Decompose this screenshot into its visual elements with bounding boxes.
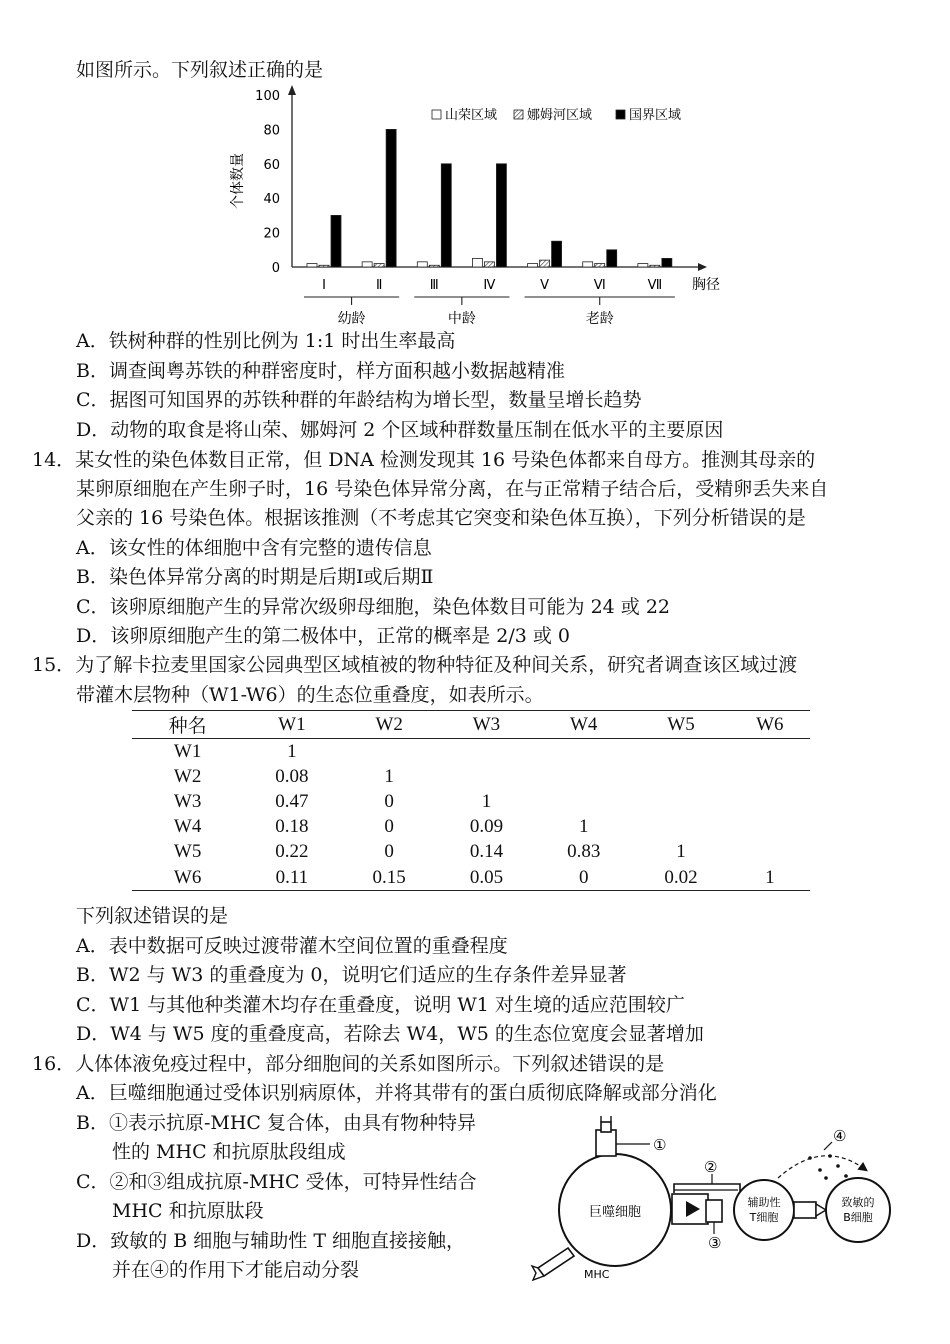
table-cell: 0.83	[567, 841, 601, 863]
b-cell-label-1: 致敏的	[841, 1196, 875, 1209]
q16-option-b[interactable]: B．①表示抗原-MHC 复合体，由具有物种特异	[76, 1112, 476, 1134]
y-tick-label: 0	[271, 261, 280, 276]
q13-option-c[interactable]: C．据图可知国界的苏铁种群的年龄结构为增长型，数量呈增长趋势	[76, 389, 642, 411]
y-tick-label: 20	[263, 226, 280, 242]
legend-swatch	[514, 110, 523, 119]
legend-swatch	[432, 110, 441, 119]
group-label: 中龄	[447, 311, 476, 327]
q15-stem-2: 带灌木层物种（W1-W6）的生态位重叠度，如表所示。	[76, 684, 544, 706]
q14-option-a[interactable]: A．该女性的体细胞中含有完整的遗传信息	[76, 537, 432, 559]
bar-国界区域	[441, 164, 451, 267]
label-3: ③	[708, 1234, 722, 1252]
bar-山荣区域	[528, 264, 538, 267]
q16-option-d-cont: 并在④的作用下才能启动分裂	[112, 1259, 360, 1281]
label-1: ①	[653, 1136, 667, 1154]
table-cell: 0.18	[275, 816, 309, 838]
table-cell: 1	[765, 866, 775, 888]
table-cell: W2	[173, 765, 202, 787]
bar-山荣区域	[472, 258, 482, 267]
q16-stem: 16．人体体液免疫过程中，部分细胞间的关系如图所示。下列叙述错误的是	[32, 1053, 665, 1075]
table-cell: 0	[384, 790, 394, 812]
table-row	[132, 789, 810, 814]
group-label: 老龄	[585, 311, 614, 327]
table-cell	[730, 840, 810, 865]
table-cell: 1	[481, 790, 492, 812]
bar-国界区域	[607, 250, 617, 267]
bar-娜姆河区域	[595, 264, 605, 267]
antigen-mhc-complex-icon	[596, 1116, 616, 1156]
overlap-table	[132, 710, 810, 891]
table-row	[132, 739, 810, 765]
table-cell: 0.22	[275, 841, 309, 863]
q14-stem-2: 某卵原细胞在产生卵子时，16 号染色体异常分离，在与正常精子结合后，受精卵丢失来自	[76, 478, 829, 500]
table-cell	[535, 739, 632, 765]
x-tick-label: Ⅴ	[540, 278, 550, 293]
cytokine-arrow	[778, 1156, 866, 1178]
y-axis-arrow-icon	[288, 85, 296, 95]
x-tick-label: Ⅰ	[322, 278, 326, 293]
table-cell: 0.47	[275, 790, 309, 812]
table-cell: W3	[173, 790, 202, 812]
table-header: W4	[570, 713, 598, 735]
bar-国界区域	[662, 258, 672, 267]
table-header: W5	[667, 713, 695, 735]
table-header: W3	[472, 713, 501, 735]
table-row	[132, 865, 810, 891]
table-cell: 0	[384, 841, 394, 863]
bar-山荣区域	[362, 262, 372, 267]
table-cell	[730, 739, 810, 765]
legend-label: 娜姆河区域	[527, 108, 593, 123]
legend-swatch	[616, 110, 625, 119]
y-tick-label: 60	[263, 157, 280, 173]
table-cell	[730, 815, 810, 840]
bar-娜姆河区域	[374, 264, 384, 267]
table-cell: 0	[578, 866, 589, 888]
bar-山荣区域	[307, 264, 317, 267]
q14-stem-1: 14．某女性的染色体数目正常，但 DNA 检测发现其 16 号染色体都来自母方。推测其母亲的	[32, 449, 816, 471]
bar-国界区域	[331, 215, 341, 267]
q15-option-c[interactable]: C．W1 与其他种类灌木均存在重叠度，说明 W1 对生境的适应范围较广	[76, 994, 685, 1016]
bar-娜姆河区域	[429, 265, 439, 267]
bar-国界区域	[496, 164, 506, 267]
helper-t-label-2: T细胞	[749, 1211, 779, 1224]
q14-option-c[interactable]: C．该卵原细胞产生的异常次级卵母细胞，染色体数目可能为 24 或 22	[76, 596, 671, 618]
q15-option-b[interactable]: B．W2 与 W3 的重叠度为 0，说明它们适应的生存条件差异显著	[76, 964, 627, 986]
q16-option-a[interactable]: A．巨噬细胞通过受体识别病原体，并将其带有的蛋白质彻底降解或部分消化	[76, 1082, 717, 1104]
table-cell: 1	[578, 816, 589, 838]
table-row	[132, 764, 810, 789]
x-tick-label: Ⅵ	[593, 278, 606, 293]
immune-cell-diagram	[528, 1108, 898, 1288]
bar-国界区域	[552, 241, 562, 267]
table-header: W6	[756, 713, 784, 735]
bar-娜姆河区域	[484, 262, 494, 267]
q15-option-a[interactable]: A．表中数据可反映过渡带灌木空间位置的重叠程度	[76, 935, 508, 957]
b-cell	[826, 1178, 890, 1242]
bar-娜姆河区域	[650, 265, 660, 267]
table-cell: 0.11	[275, 866, 309, 888]
table-cell: 1	[676, 841, 686, 863]
table-cell	[730, 789, 810, 814]
y-axis-label: 个体数量	[230, 153, 246, 209]
y-tick-label: 100	[255, 89, 280, 104]
table-cell: W4	[173, 816, 202, 838]
q15-option-d[interactable]: D．W4 与 W5 度的重叠度高，若除去 W4，W5 的生态位宽度会显著增加	[76, 1023, 704, 1045]
label-2: ②	[704, 1158, 718, 1176]
q15-question: 下列叙述错误的是	[76, 905, 229, 927]
y-tick-label: 80	[263, 123, 280, 139]
table-row	[132, 815, 810, 840]
x-tick-label: Ⅳ	[483, 278, 496, 293]
table-header: W1	[278, 713, 306, 735]
q14-option-b[interactable]: B．染色体异常分离的时期是后期Ⅰ或后期Ⅱ	[76, 566, 434, 588]
legend-label: 山荣区域	[445, 108, 498, 123]
label-4: ④	[833, 1127, 847, 1145]
q16-option-d[interactable]: D．致敏的 B 细胞与辅助性 T 细胞直接接触，	[76, 1230, 466, 1252]
table-cell: 0.15	[372, 866, 406, 888]
legend-label: 国界区域	[629, 108, 682, 123]
bar-chart	[220, 85, 730, 330]
table-cell	[632, 815, 729, 840]
table-cell	[632, 789, 729, 814]
table-cell	[438, 764, 535, 789]
b-cell-label-2: B细胞	[843, 1211, 873, 1224]
q14-option-d[interactable]: D．该卵原细胞产生的第二极体中，正常的概率是 2/3 或 0	[76, 625, 571, 647]
table-cell	[438, 739, 535, 765]
table-cell	[341, 739, 438, 765]
table-cell: 0.02	[664, 866, 698, 888]
table-cell: W5	[173, 841, 202, 863]
table-cell	[535, 764, 632, 789]
macrophage-label: 巨噬细胞	[588, 1205, 642, 1220]
x-tick-label: Ⅶ	[647, 278, 663, 293]
table-cell: W1	[173, 740, 202, 762]
x-axis-arrow-icon	[698, 263, 707, 271]
x-axis-label: 胸径	[692, 277, 720, 293]
bar-国界区域	[386, 129, 396, 267]
table-cell: 1	[384, 765, 394, 787]
table-cell	[730, 764, 810, 789]
table-cell	[535, 789, 632, 814]
table-cell: 0.08	[275, 765, 309, 787]
table-cell: 0	[384, 816, 394, 838]
group-label: 幼龄	[337, 311, 366, 327]
q16-option-c-cont: MHC 和抗原肽段	[112, 1200, 264, 1222]
table-cell: W6	[173, 866, 202, 888]
q13-option-a[interactable]: A．铁树种群的性别比例为 1:1 时出生率最高	[76, 330, 456, 352]
x-tick-label: Ⅲ	[429, 278, 439, 293]
helper-t-label-1: 辅助性	[747, 1196, 781, 1209]
table-cell: 0.09	[469, 816, 504, 838]
q13-option-b[interactable]: B．调查闽粤苏铁的种群密度时，样方面积越小数据越精准	[76, 360, 565, 382]
q14-stem-3: 父亲的 16 号染色体。根据该推测（不考虑其它突变和染色体互换），下列分析错误的是	[76, 507, 806, 529]
bar-山荣区域	[638, 264, 648, 267]
y-tick-label: 40	[263, 192, 280, 208]
table-header: 种名	[168, 716, 207, 737]
table-cell: 0.05	[469, 866, 504, 888]
table-header: W2	[375, 713, 403, 735]
q15-stem-1: 15．为了解卡拉麦里国家公园典型区域植被的物种特征及种间关系，研究者调查该区域过渡	[32, 654, 798, 676]
table-cell: 0.14	[469, 841, 504, 863]
table-cell	[632, 739, 729, 765]
table-cell	[632, 764, 729, 789]
mhc-receptor-icon	[532, 1248, 574, 1280]
helper-t-cell	[734, 1180, 794, 1240]
table-header-row	[132, 711, 810, 739]
q16-option-c[interactable]: C．②和③组成抗原-MHC 受体，可特异性结合	[76, 1171, 477, 1193]
table-row	[132, 840, 810, 865]
bar-娜姆河区域	[540, 260, 550, 267]
q16-option-b-cont: 性的 MHC 和抗原肽段组成	[112, 1141, 346, 1163]
bar-娜姆河区域	[319, 265, 329, 267]
bar-山荣区域	[583, 262, 593, 267]
mhc-label: MHC	[584, 1268, 610, 1281]
bar-山荣区域	[417, 262, 427, 267]
x-tick-label: Ⅱ	[375, 278, 383, 293]
intro-text: 如图所示。下列叙述正确的是	[76, 59, 324, 81]
q13-option-d[interactable]: D．动物的取食是将山荣、娜姆河 2 个区域种群数量压制在低水平的主要原因	[76, 419, 724, 441]
table-cell: 1	[287, 740, 297, 762]
